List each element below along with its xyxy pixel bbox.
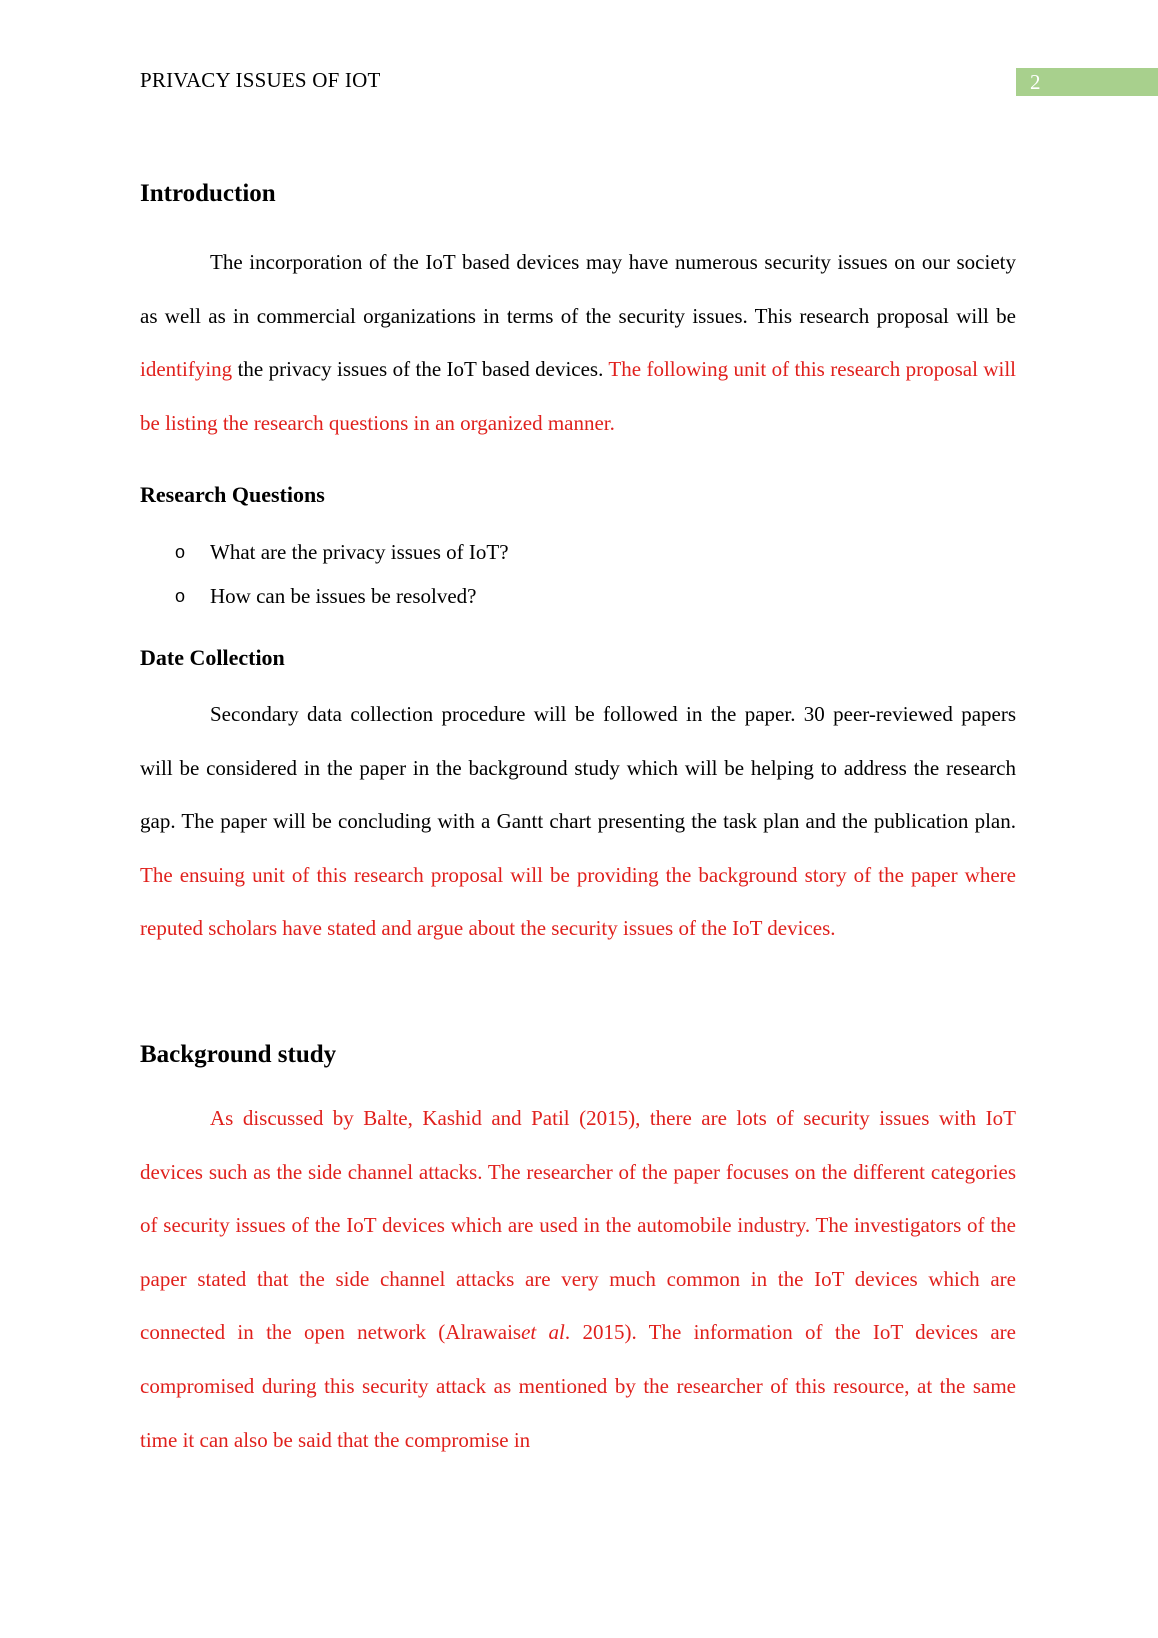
intro-text-1: The incorporation of the IoT based devices may have numerous security issues on our society as well as in commercial organizations in terms of the security issues. This research proposal will be	[140, 250, 1016, 328]
data-collection-section	[140, 645, 1016, 671]
background-text-1: As discussed by Balte, Kashid and Patil (2015), there are lots of security issues with IoT devices such as the side channel attacks. The researcher of the paper focuses on the different categories of security issues of the IoT devices which are used in the automobile industry. The investigators of the paper stated that the side channel attacks are very much common in the IoT devices which are connected in the open network (Alrawais	[140, 1106, 1016, 1345]
data-collection-heading: Date Collection	[140, 645, 285, 670]
background-section	[140, 1041, 1016, 1069]
introduction-body	[140, 236, 1016, 450]
background-text-2: . 2015). The information of the IoT devices are compromised during this security attack as mentioned by the researcher of this resource, at the same time it can also be said that the compromise in	[140, 1320, 1016, 1452]
background-body	[140, 1092, 1016, 1467]
bullet-marker: o	[175, 586, 186, 606]
intro-text-highlight-2: The following unit of this research proposal will be listing the research questions in an organized manner.	[140, 357, 1017, 435]
introduction-section	[140, 180, 1016, 208]
intro-text-2: the privacy issues of the IoT based devices.	[232, 357, 609, 382]
background-heading: Background study	[140, 1041, 337, 1068]
data-collection-text-highlight: The ensuing unit of this research proposal will be providing the background story of the paper where reputed scholars have stated and argue about the security issues of the IoT devices.	[140, 862, 1016, 941]
page-number-badge	[1016, 68, 1158, 96]
background-citation-italic: et al	[521, 1320, 565, 1345]
data-collection-body	[140, 688, 1016, 956]
background-paragraph	[140, 1092, 1016, 1467]
research-questions-heading: Research Questions	[140, 482, 325, 507]
introduction-heading: Introduction	[140, 180, 276, 207]
research-questions-section	[140, 482, 1016, 508]
research-questions-list	[140, 530, 1016, 618]
intro-text-highlight-1: identifying	[140, 357, 233, 382]
page-number: 2	[1030, 70, 1041, 94]
bullet-marker: o	[175, 542, 186, 562]
data-collection-paragraph	[140, 688, 1016, 956]
question-text: What are the privacy issues of IoT?	[210, 540, 509, 564]
question-text: How can be issues be resolved?	[210, 584, 477, 608]
list-item	[140, 530, 1016, 574]
data-collection-text: Secondary data collection procedure will be followed in the paper. 30 peer-reviewed papers will be considered in the paper in the background study which will be helping to address the research gap. The paper will be concluding with a Gantt chart presenting the task plan and the publication plan.	[140, 702, 1016, 834]
list-item	[140, 574, 1016, 618]
introduction-paragraph	[140, 236, 1016, 450]
research-questions-list-wrap	[140, 530, 1016, 618]
running-header-title: PRIVACY ISSUES OF IOT	[140, 68, 381, 92]
